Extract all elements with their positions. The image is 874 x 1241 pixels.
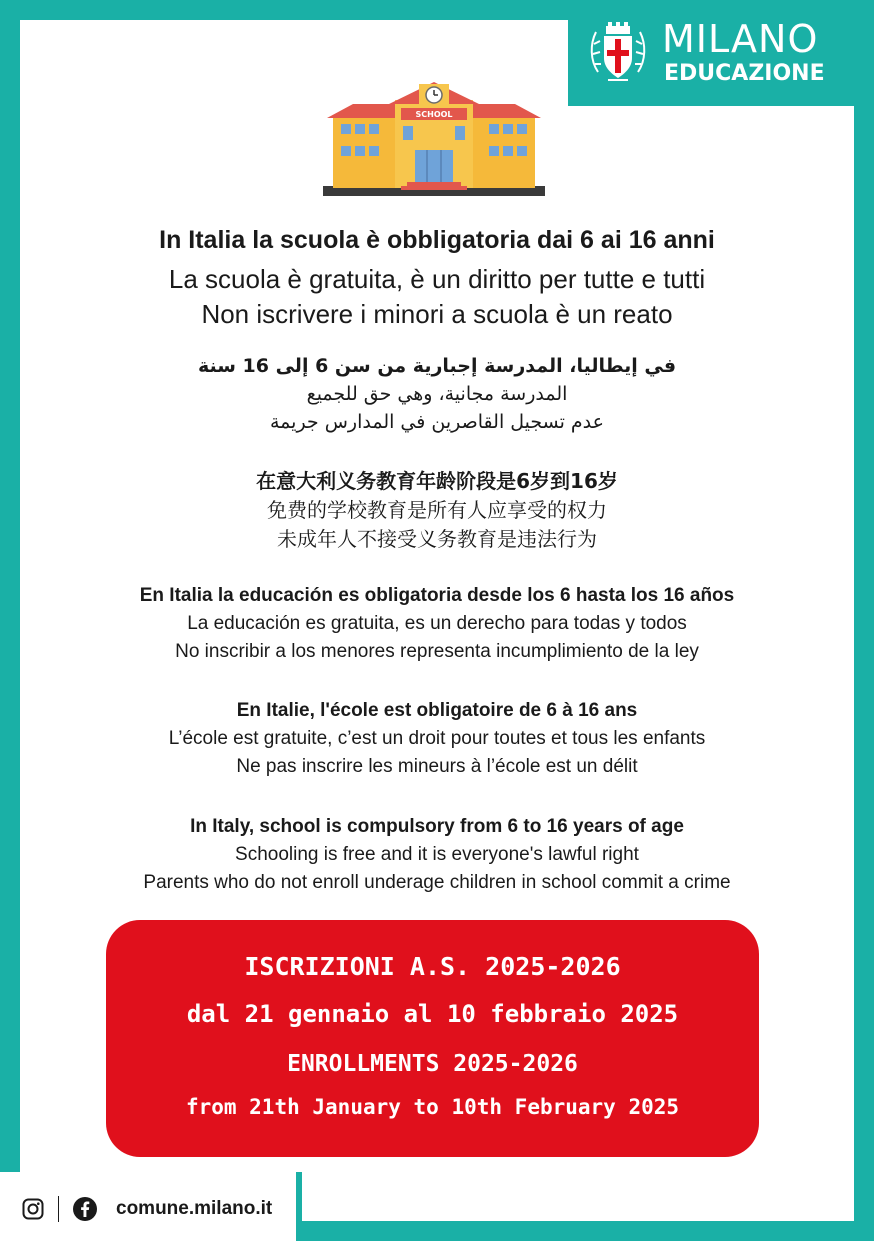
- website-link[interactable]: comune.milano.it: [116, 1198, 273, 1219]
- enrollment-dates-en: from 21th January to 10th February 2025: [185, 1095, 680, 1119]
- footer-bar: [0, 1172, 302, 1241]
- italian-line-2: La scuola è gratuita, è un diritto per tutte e tutti: [168, 264, 706, 294]
- english-line-2: Schooling is free and it is everyone's lawful right: [235, 844, 639, 865]
- english-line-3: Parents who do not enroll underage children in school commit a crime: [143, 872, 731, 893]
- enrollment-dates-it: dal 21 gennaio al 10 febbraio 2025: [186, 1000, 679, 1028]
- french-heading: En Italie, l'école est obligatoire de 6 à 16 ans: [236, 700, 638, 721]
- footer-content: [0, 1172, 296, 1241]
- enrollment-panel: [106, 920, 759, 1157]
- chinese-line-2: 免费的学校教育是所有人应享受的权力: [267, 498, 607, 522]
- arabic-line-2: المدرسة مجانية، وهي حق للجميع: [306, 383, 568, 405]
- school-building-icon: [323, 80, 545, 198]
- brand-department: EDUCAZIONE: [664, 61, 825, 86]
- school-sign: SCHOOL: [415, 110, 453, 119]
- spanish-line-3: No inscribir a los menores representa incumplimiento de la ley: [175, 641, 699, 662]
- english-heading: In Italy, school is compulsory from 6 to 16 years of age: [190, 816, 684, 837]
- instagram-icon[interactable]: [22, 1198, 44, 1220]
- arabic-line-3: عدم تسجيل القاصرين في المدارس جريمة: [269, 411, 604, 433]
- spanish-heading: En Italia la educación es obligatoria desde los 6 hasta los 16 años: [139, 585, 735, 606]
- italian-line-3: Non iscrivere i minori a scuola è un reato: [201, 299, 673, 329]
- enrollment-title-it: ISCRIZIONI A.S. 2025-2026: [244, 952, 621, 981]
- french-line-2: L’école est gratuite, c’est un droit pour toutes et tous les enfants: [168, 728, 706, 749]
- brand-header: [568, 0, 874, 106]
- footer-divider: [58, 1196, 59, 1222]
- brand-city: MILANO: [662, 17, 819, 61]
- enrollment-title-en: ENROLLMENTS 2025-2026: [287, 1051, 578, 1077]
- chinese-line-3: 未成年人不接受义务教育是违法行为: [277, 527, 597, 551]
- chinese-heading: 在意大利义务教育年龄阶段是6岁到16岁: [256, 469, 618, 493]
- spanish-line-2: La educación es gratuita, es un derecho para todas y todos: [187, 613, 687, 634]
- milano-crest-icon: [590, 20, 646, 86]
- french-line-3: Ne pas inscrire les mineurs à l’école est un délit: [236, 756, 638, 777]
- facebook-icon[interactable]: [72, 1196, 98, 1222]
- italian-heading: In Italia la scuola è obbligatoria dai 6 ai 16 anni: [159, 226, 715, 254]
- arabic-heading: في إيطاليا، المدرسة إجبارية من سن 6 إلى 16 سنة: [197, 355, 677, 377]
